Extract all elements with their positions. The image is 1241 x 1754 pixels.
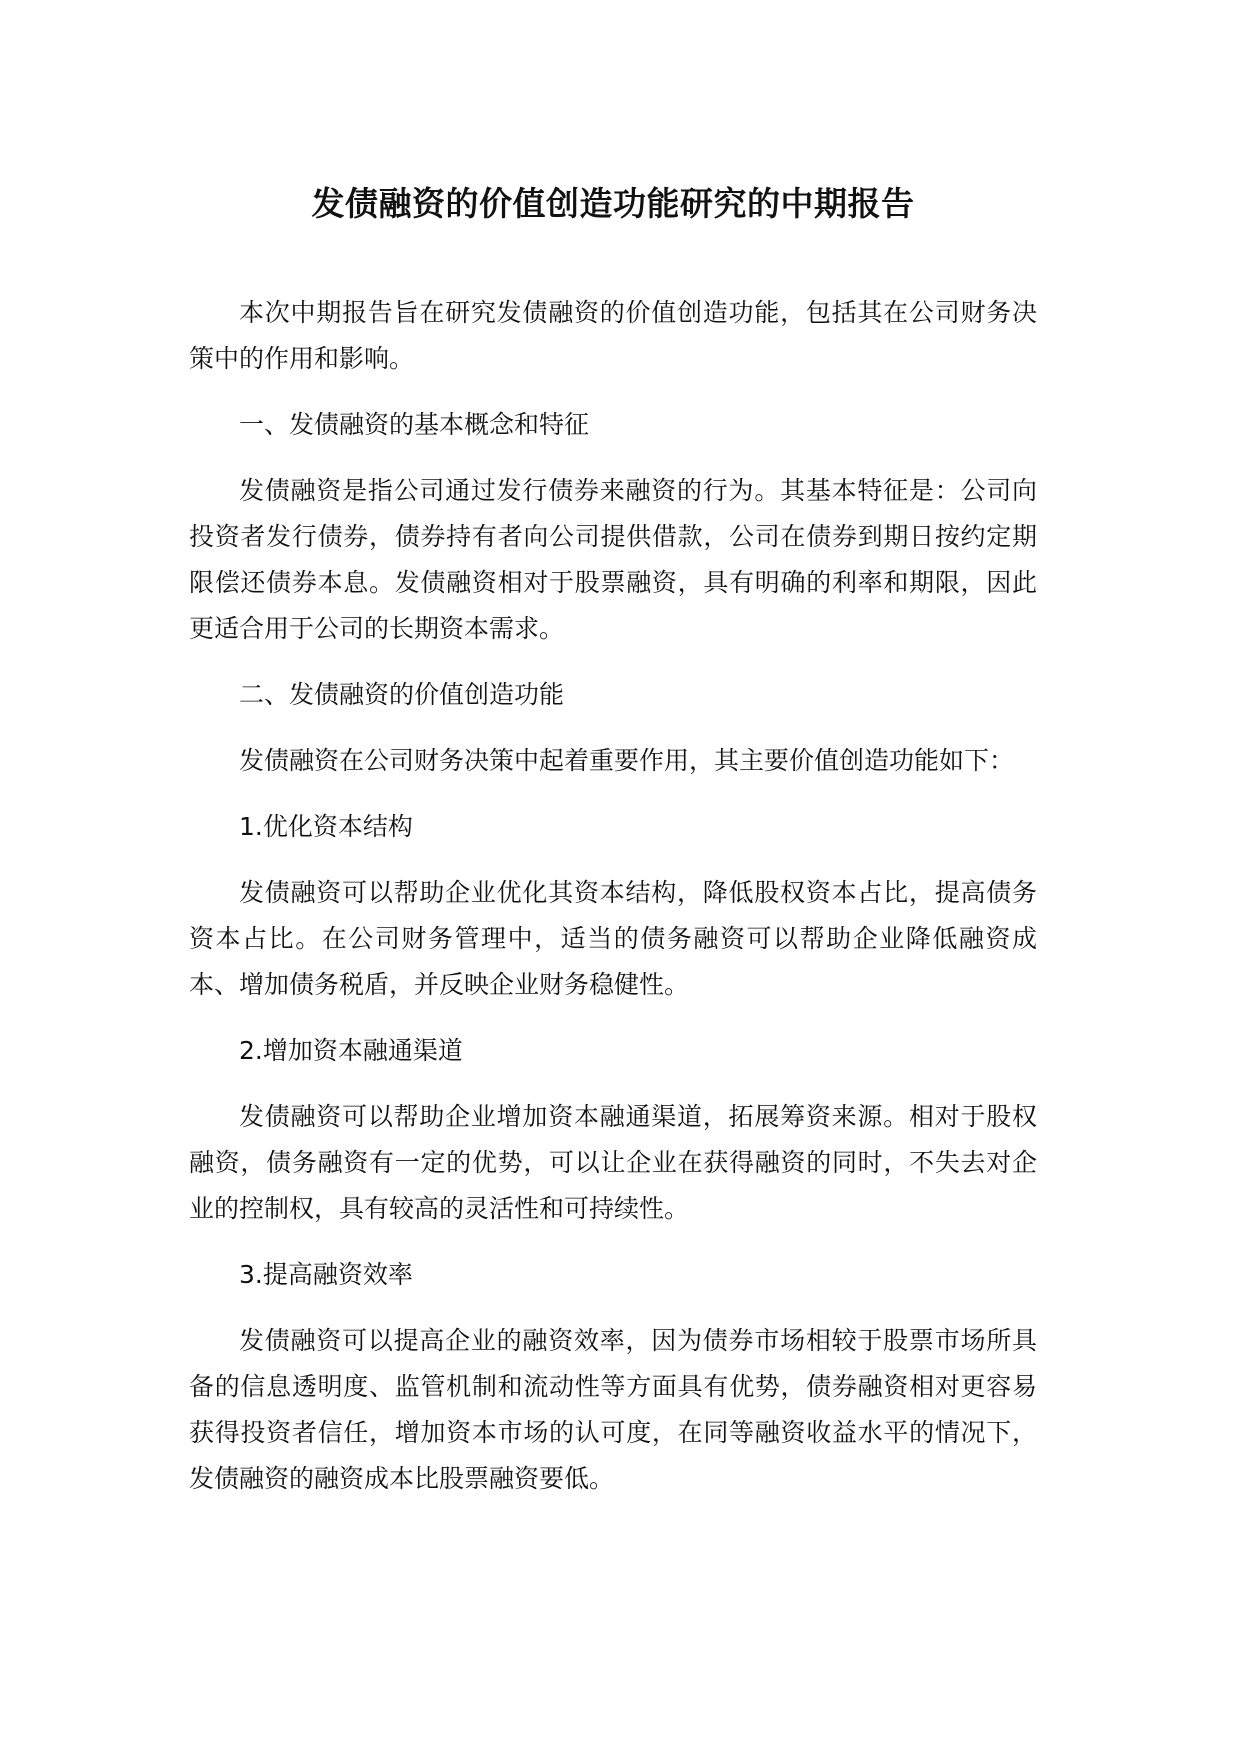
subsection-heading-1: 1.优化资本结构 <box>239 812 413 841</box>
section-1-paragraph: 发债融资是指公司通过发行债券来融资的行为。其基本特征是：公司向投资者发行债券，债券持有者向公司提供借款，公司在债券到期日按约定期限偿还债券本息。发债融资相对于股票融资，具有明确的利率和期限，因此更适合用于公司的长期资本需求。 <box>189 476 1037 643</box>
document-title: 发债融资的价值创造功能研究的中期报告 <box>311 184 915 223</box>
document-body <box>189 290 1037 1502</box>
subsection-heading-2: 2.增加资本融通渠道 <box>239 1036 463 1065</box>
section-heading-1: 一、发债融资的基本概念和特征 <box>239 410 590 439</box>
subsection-2-paragraph: 发债融资可以帮助企业增加资本融通渠道，拓展筹资来源。相对于股权融资，债务融资有一定的优势，可以让企业在获得融资的同时，不失去对企业的控制权，具有较高的灵活性和可持续性。 <box>189 1102 1037 1223</box>
section-2-paragraph: 发债融资在公司财务决策中起着重要作用，其主要价值创造功能如下： <box>239 746 1015 775</box>
subsection-1-paragraph: 发债融资可以帮助企业优化其资本结构，降低股权资本占比，提高债务资本占比。在公司财务管理中，适当的债务融资可以帮助企业降低融资成本、增加债务税盾，并反映企业财务稳健性。 <box>189 878 1037 999</box>
subsection-3-paragraph: 发债融资可以提高企业的融资效率，因为债券市场相较于股票市场所具备的信息透明度、监管机制和流动性等方面具有优势，债券融资相对更容易获得投资者信任，增加资本市场的认可度，在同等融资收益水平的情况下，发债融资的融资成本比股票融资要低。 <box>189 1326 1037 1493</box>
section-heading-2: 二、发债融资的价值创造功能 <box>239 680 565 709</box>
subsection-heading-3: 3.提高融资效率 <box>239 1260 413 1289</box>
document-page <box>189 0 1037 1522</box>
intro-paragraph: 本次中期报告旨在研究发债融资的价值创造功能，包括其在公司财务决策中的作用和影响。 <box>189 298 1037 373</box>
